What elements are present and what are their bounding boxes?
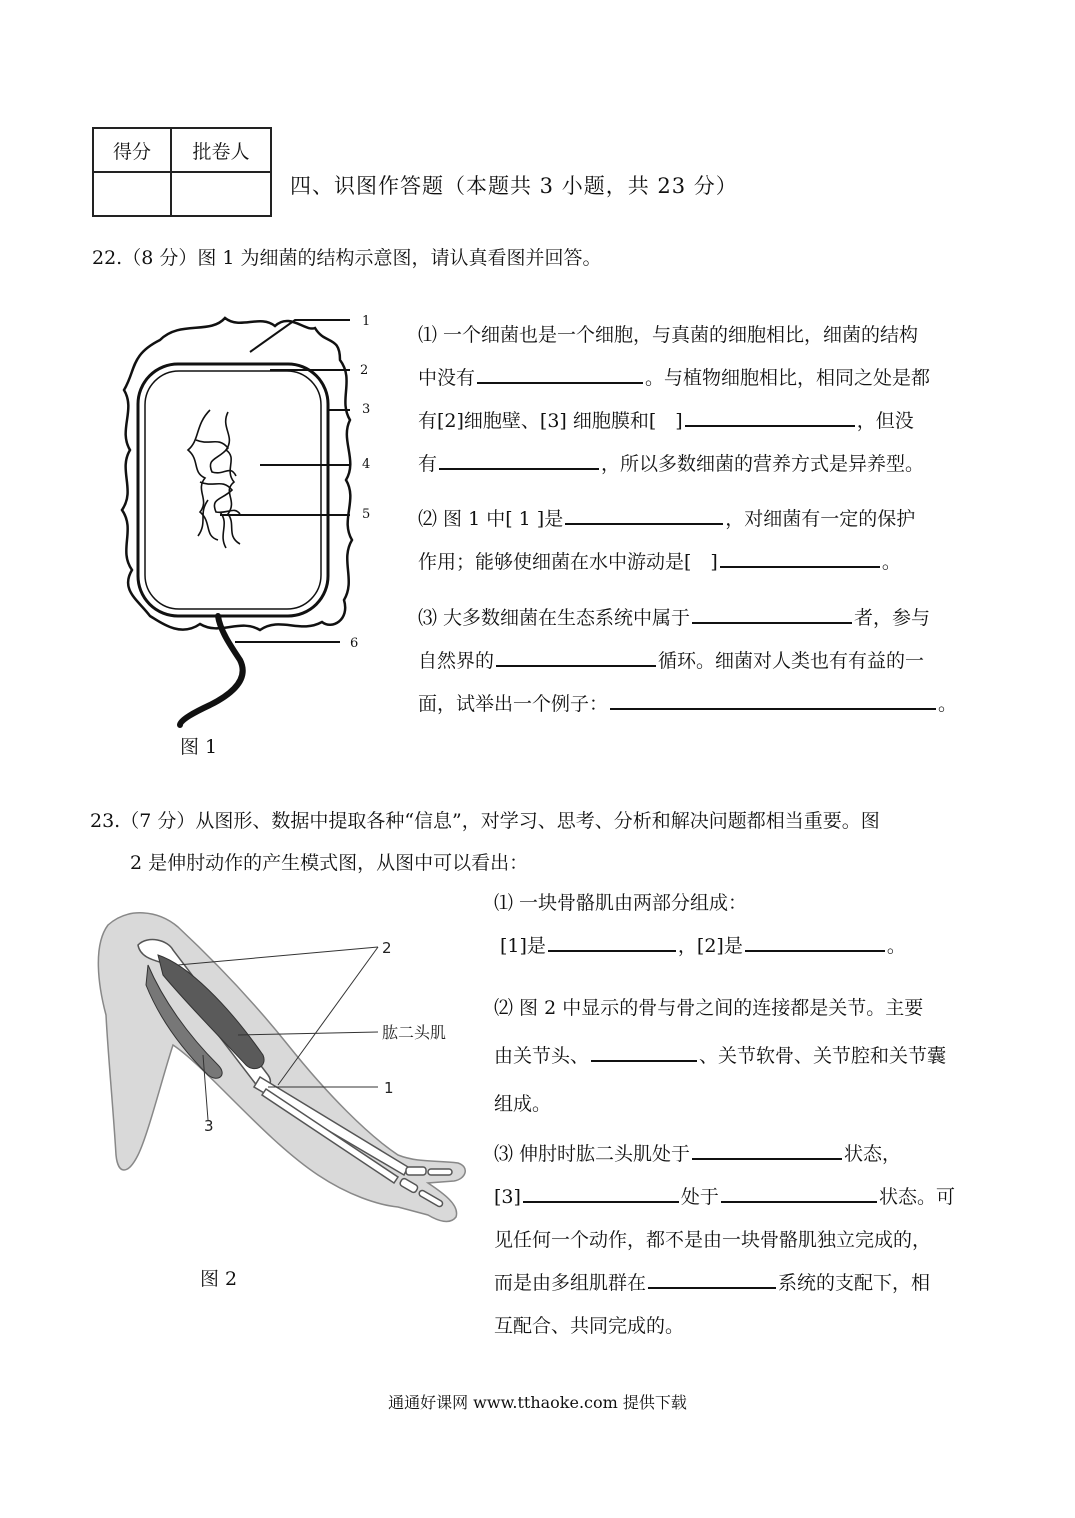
answer-blank[interactable] [648,1265,776,1289]
fig1-label-1: 1 [362,314,371,329]
grader-cell [171,172,271,216]
arm-figure [78,905,478,1255]
q22-p3-line1: ⑶ 大多数细菌在生态系统中属于 者，参与 [418,597,998,640]
q23-p3-line3: 见任何一个动作，都不是由一块骨骼肌独立完成的， [494,1229,932,1251]
answer-blank[interactable] [477,360,643,384]
q22-p2-line2: 作用；能够使细菌在水中游动是[ ] 。 [418,541,998,584]
q22-p1-line2: 中没有 。与植物细胞相比，相同之处是都 [418,357,998,400]
q22-p2-line1: ⑵ 图 1 中[ 1 ]是 ，对细菌有一定的保护 [418,498,998,541]
score-table [92,127,272,217]
dna-shape [188,410,240,548]
q22-p1-line4: 有 ，所以多数细菌的营养方式是异养型。 [418,443,998,486]
answer-blank[interactable] [692,600,852,624]
fig1-label-6: 6 [350,636,359,651]
q23-p1-line1: ⑴ 一块骨骼肌由两部分组成： [494,892,748,914]
fig1-label-4: 4 [362,457,371,472]
q23-part3 [494,1133,1014,1348]
q23-p3-line2: [3] 处于 状态。可 [494,1176,1014,1219]
answer-blank[interactable] [439,446,599,470]
fig2-label-2: 2 [382,939,392,957]
q23-p1-line2: [1]是 ，[2]是 。 [494,925,1014,968]
q22-header: 22.（8 分）图 1 为细菌的结构示意图，请认真看图并回答。 [92,247,602,269]
grader-header: 批卷人 [171,128,271,172]
fig2-label-3: 3 [204,1117,214,1135]
answer-blank[interactable] [565,501,723,525]
answer-blank[interactable] [685,403,855,427]
q23-p3-line4: 而是由多组肌群在 系统的支配下，相 [494,1262,1014,1305]
q23-header-line2: 2 是伸肘动作的产生模式图，从图中可以看出： [130,852,529,874]
q23-p2-line1: ⑵ 图 2 中显示的骨与骨之间的连接都是关节。主要 [494,997,924,1019]
fig1-caption: 图 1 [180,736,218,758]
q22-part1 [418,314,998,486]
fig1-label-5: 5 [362,507,371,522]
q23-p2-line2: 由关节头、 、关节软骨、关节腔和关节囊 [494,1032,1014,1080]
fig2-label-biceps: 肱二头肌 [382,1023,447,1042]
answer-blank[interactable] [745,928,885,952]
fig1-label-3: 3 [362,402,371,417]
answer-blank[interactable] [591,1038,697,1062]
q23-p3-line5: 互配合、共同完成的。 [494,1315,685,1337]
fig1-label-2: 2 [360,363,369,378]
q23-p3-line1: ⑶ 伸肘时肱二头肌处于 状态， [494,1133,1014,1176]
page-footer: 通通好课网 www.tthaoke.com 提供下载 [388,1393,687,1412]
q23-part2 [494,984,1014,1128]
answer-blank[interactable] [720,544,880,568]
q22-p1-line1: ⑴ 一个细菌也是一个细胞，与真菌的细胞相比，细菌的结构 [418,324,919,346]
answer-blank[interactable] [721,1179,877,1203]
score-header: 得分 [93,128,171,172]
answer-blank[interactable] [523,1179,679,1203]
q22-p1-line3: 有[2]细胞壁、[3] 细胞膜和[ ] ，但没 [418,400,998,443]
answer-blank[interactable] [496,643,656,667]
score-cell [93,172,171,216]
q22-part3 [418,597,998,726]
q23-header-line1: 23.（7 分）从图形、数据中提取各种“信息”，对学习、思考、分析和解决问题都相当重要。图 [90,810,880,832]
q22-part2 [418,498,998,584]
q23-p2-line3: 组成。 [494,1093,552,1115]
q23-part1 [494,882,1014,968]
flagellum-shape [180,616,243,725]
answer-blank[interactable] [548,928,676,952]
q22-p3-line3: 面，试举出一个例子： 。 [418,683,998,726]
answer-blank[interactable] [610,686,936,710]
q22-p3-line2: 自然界的 循环。细菌对人类也有有益的一 [418,640,998,683]
answer-blank[interactable] [692,1136,842,1160]
fig2-label-1: 1 [384,1079,394,1097]
bacterium-figure [100,300,400,740]
section-title: 四、识图作答题（本题共 3 小题，共 23 分） [290,174,738,198]
fig2-caption: 图 2 [200,1268,238,1290]
